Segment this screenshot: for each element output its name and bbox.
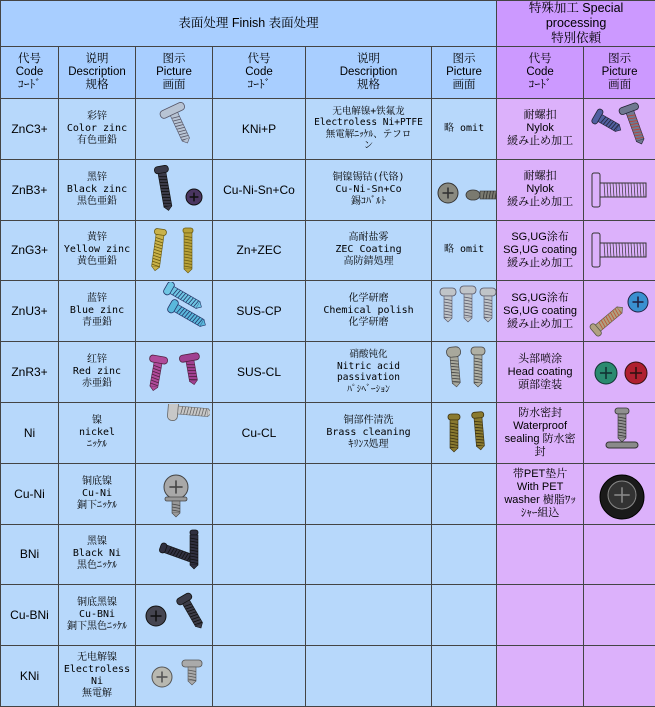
special-line: 带PET垫片 [499,468,581,481]
special-line: SG,UG涂布 [499,292,581,305]
code-cell: Cu-CL [213,402,306,463]
code-cell: Zn+ZEC [213,220,306,281]
special-line: 防水密封 [499,407,581,420]
special-cell [497,585,584,646]
description-line: Brass cleaning [308,427,429,439]
description-line: Cu-Ni-Sn+Co [308,184,429,196]
header-line: 代号 [499,53,581,66]
screw-cu-ni-shank [165,497,187,517]
special-cell [497,99,584,160]
picture-cell [136,159,213,220]
screw-black-nickel-pair-icon [138,525,210,583]
picture-cell [432,646,497,707]
description-line: ｷﾘﾝｽ処理 [308,439,429,451]
description-line: Yellow zinc [61,244,133,256]
description-line: passivation [308,372,429,384]
picture-cell [136,524,213,585]
header-pic-7 [584,47,655,99]
description-line: Electroless [61,664,133,676]
special-line: SG,UG涂布 [499,231,581,244]
special-line: Waterproof [499,420,581,433]
header-line: Code [215,66,303,79]
sus-shoulder-triple-3 [480,288,496,322]
description-cell [59,524,136,585]
description-cell [306,342,432,403]
description-line: Blue zinc [61,305,133,317]
description-line: 化学研磨 [308,317,429,329]
table-row [1,524,655,585]
picture-cell [584,281,655,342]
special-line: 耐螺扣 [499,109,581,122]
header-line: 规格 [308,79,429,92]
description-cell [306,281,432,342]
description-line: Black Ni [61,548,133,560]
screw-cu-bni-pair [146,606,166,626]
description-line: Electroless Ni+PTFE [308,117,429,129]
code-cell: ZnU3+ [1,281,59,342]
brass-screw-pair [448,414,460,452]
description-line: 铜镍锡钴(代铬) [308,172,429,184]
header-desc-1 [59,47,136,99]
code-cell: KNi+P [213,99,306,160]
sus-shoulder-triple-2 [460,286,476,322]
screw-yellow-pair-icon [138,221,210,279]
screw-electroless-nickel-pair [152,667,172,687]
description-line: 铜底黑镍 [61,597,133,609]
finish-title: 表面处理 Finish 表面处理 [1,1,497,47]
table-row [1,99,655,160]
picture-cell [432,524,497,585]
table-row [1,220,655,281]
special-line: SG,UG coating [499,305,581,318]
code-cell: ZnR3+ [1,342,59,403]
screw-flat-zinc-icon [138,100,210,158]
special-line: Nylok [499,183,581,196]
header-line: 图示 [586,53,653,66]
sus-shoulder-triple [440,288,456,322]
header-line: 画面 [434,79,494,92]
special-line: 耐螺扣 [499,170,581,183]
screw-sg-coated-pair-icon [586,282,655,340]
special-cell [497,281,584,342]
description-line: ZEC Coating [308,244,429,256]
picture-cell [432,402,497,463]
special-line: SG,UG coating [499,244,581,257]
description-cell [59,99,136,160]
picture-cell [432,342,497,403]
screw-sg-coated-pair-head [628,292,648,312]
description-cell [59,159,136,220]
header-line: Picture [138,66,210,79]
header-line: 规格 [61,79,133,92]
picture-cell [136,402,213,463]
description-line: Cu-BNi [61,609,133,621]
description-line: Red zinc [61,366,133,378]
screw-red-pair [144,355,168,393]
special-line: ｼｬｰ組込 [499,507,581,520]
header-pic-2 [136,47,213,99]
screw-head-coated-pair-icon [586,343,655,401]
description-line: 红锌 [61,354,133,366]
description-line: 铜部件清洗 [308,415,429,427]
special-line: Head coating [499,366,581,379]
header-line: 说明 [61,53,133,66]
screw-cu-ni [164,475,188,499]
special-line: 緩み止め加工 [499,257,581,270]
brass-screw-pair-2 [471,411,486,450]
description-cell [306,463,432,524]
description-cell [59,585,136,646]
description-cell [59,402,136,463]
code-cell [213,646,306,707]
screw-cu-ni-sn-pair [438,183,458,203]
description-line: 铜底镍 [61,476,133,488]
special-cell [497,524,584,585]
description-line: 镍 [61,415,133,427]
picture-cell [584,585,655,646]
screw-head-coated-pair [595,362,617,384]
header-line: 画面 [138,79,210,92]
picture-cell [584,524,655,585]
header-code-6 [497,47,584,99]
screw-head-coated-pair-2 [625,362,647,384]
description-line: 無電解 [61,688,133,700]
description-line: 化学研磨 [308,293,429,305]
screw-pet-washer [608,481,636,509]
screw-outline-sg-icon [586,221,655,279]
code-cell: SUS-CP [213,281,306,342]
screw-sg-coated-pair [589,302,627,337]
screw-nylok-pair-icon [586,100,655,158]
special-cell [497,646,584,707]
description-line: 無電解ﾆｯｹﾙ、テフロ [308,129,429,141]
header-line: 画面 [586,79,653,92]
table-row [1,402,655,463]
description-cell [306,524,432,585]
code-cell: SUS-CL [213,342,306,403]
special-cell [497,159,584,220]
code-cell [213,524,306,585]
special-line: 头部喷涂 [499,353,581,366]
description-line: 黄锌 [61,232,133,244]
header-code-0 [1,47,59,99]
description-line: 高防錆処理 [308,256,429,268]
description-line: 高耐盐雾 [308,232,429,244]
description-line: 黄色亜鉛 [61,256,133,268]
description-line: ﾆｯｹﾙ [61,439,133,451]
table-row [1,342,655,403]
code-cell: Cu-Ni [1,463,59,524]
special-line: 緩み止め加工 [499,135,581,148]
picture-cell [432,159,497,220]
header-line: Picture [434,66,494,79]
picture-cell [584,220,655,281]
column-headers [1,47,655,99]
description-line: 黒色ﾆｯｹﾙ [61,560,133,572]
table-row [1,585,655,646]
header-line: ｺｰﾄﾞ [3,79,56,92]
picture-cell [432,463,497,524]
header-line: 代号 [3,53,56,66]
special-cell [497,342,584,403]
picture-cell [136,99,213,160]
description-line: Black zinc [61,184,133,196]
screw-waterproof-icon [586,404,655,462]
special-line: With PET [499,481,581,494]
special-line: 緩み止め加工 [499,196,581,209]
description-line: 黑锌 [61,172,133,184]
description-cell [306,99,432,160]
code-cell: Cu-BNi [1,585,59,646]
picture-cell [584,463,655,524]
picture-cell [136,281,213,342]
screw-outline-nylok [592,173,646,207]
screw-red-pair-icon [138,343,210,401]
description-line: 无电解镍+铁氟龙 [308,106,429,118]
special-cell [497,463,584,524]
screw-cu-ni-sn-pair-2 [466,190,497,200]
header-line: 图示 [434,53,494,66]
header-line: Description [308,66,429,79]
screw-yellow-pair [149,229,167,272]
description-line: 銅下ﾆｯｹﾙ [61,500,133,512]
header-line: 代号 [215,53,303,66]
description-cell [306,646,432,707]
picture-cell [584,342,655,403]
picture-omit-cell: 略 omit [432,99,497,160]
screw-yellow-pair-2 [183,228,193,273]
screw-electroless-nickel-pair-icon [138,647,210,705]
sus-cl-pair-icon [434,343,497,401]
special-line: 緩み止め加工 [499,318,581,331]
description-line: nickel [61,427,133,439]
screw-red-pair-2 [179,352,204,386]
description-cell [59,646,136,707]
screw-cu-ni-sn-pair-icon [434,161,497,219]
screw-black-pair [154,165,176,212]
description-line: 无电解镍 [61,652,133,664]
special-line: washer 樹脂ﾜｯ [499,494,581,507]
special-line: 頭部塗装 [499,379,581,392]
screw-cu-bni-pair-icon [138,586,210,644]
special-line: Nylok [499,122,581,135]
screw-pet-washer-icon [586,465,655,523]
picture-cell [136,220,213,281]
description-line: 青亜鉛 [61,317,133,329]
sus-cl-pair-2 [471,347,485,387]
code-cell: ZnC3+ [1,99,59,160]
picture-cell [584,99,655,160]
code-cell: ZnG3+ [1,220,59,281]
code-cell: Ni [1,402,59,463]
special-title: 特殊加工 Special processing 特別依頼 [497,1,655,47]
picture-cell [136,463,213,524]
header-line: Code [499,66,581,79]
picture-cell [432,585,497,646]
special-line: sealing 防水密 [499,433,581,446]
picture-cell [584,159,655,220]
description-line: Color zinc [61,123,133,135]
shoulder-screw-nickel [167,404,210,424]
description-cell [59,281,136,342]
description-cell [306,220,432,281]
header-desc-4 [306,47,432,99]
special-line: 封 [499,446,581,459]
screw-outline-nylok-icon [586,161,655,219]
screw-blue-pair-icon [138,282,210,340]
table-row [1,159,655,220]
screw-outline-sg [592,233,646,267]
description-line: ﾊﾟｼﾍﾞｰｼｮﾝ [308,384,429,396]
shoulder-screw-nickel-icon [138,404,210,462]
description-cell [306,159,432,220]
picture-cell [584,402,655,463]
sus-cl-pair [446,347,463,388]
header-line: Description [61,66,133,79]
description-line: 硝酸钝化 [308,349,429,361]
screw-electroless-nickel-pair-2 [182,660,202,685]
picture-cell [432,281,497,342]
screw-cu-bni-pair-2 [176,592,208,632]
description-line: 彩锌 [61,111,133,123]
header-line: Picture [586,66,653,79]
code-cell [213,585,306,646]
screw-cu-ni-icon [138,465,210,523]
table-row [1,646,655,707]
description-line: 黒色亜鉛 [61,196,133,208]
picture-cell [584,646,655,707]
table-row [1,281,655,342]
description-line: 蓝锌 [61,293,133,305]
description-cell [59,342,136,403]
screw-black-pair-icon [138,161,210,219]
description-line: 銅下黒色ﾆｯｹﾙ [61,621,133,633]
screw-waterproof [615,408,629,442]
header-line: ｺｰﾄﾞ [499,79,581,92]
header-code-3 [213,47,306,99]
picture-cell [136,585,213,646]
special-cell [497,220,584,281]
description-cell [59,220,136,281]
header-line: 说明 [308,53,429,66]
description-line: Ni [61,676,133,688]
description-cell [306,585,432,646]
header-line: ｺｰﾄﾞ [215,79,303,92]
picture-omit-cell: 略 omit [432,220,497,281]
description-line: 錫ｺﾊﾞﾙﾄ [308,196,429,208]
header-line: Code [3,66,56,79]
description-line: 有色亜鉛 [61,135,133,147]
code-cell: Cu-Ni-Sn+Co [213,159,306,220]
screw-nylok-pair-2 [618,102,651,147]
code-cell: KNi [1,646,59,707]
description-line: Chemical polish [308,305,429,317]
picture-cell [136,342,213,403]
screw-flat-zinc [159,101,199,148]
table-row [1,463,655,524]
screw-black-nickel-pair-2 [190,530,198,569]
description-line: Cu-Ni [61,488,133,500]
code-cell [213,463,306,524]
brass-screw-pair-icon [434,404,497,462]
header-pic-5 [432,47,497,99]
picture-cell [136,646,213,707]
special-cell [497,402,584,463]
sus-shoulder-triple-icon [434,282,497,340]
description-line: Nitric acid [308,361,429,373]
header-line: 图示 [138,53,210,66]
description-cell [59,463,136,524]
description-cell [306,402,432,463]
screw-black-pair-head [186,189,202,205]
description-line: 黑镍 [61,536,133,548]
code-cell: ZnB3+ [1,159,59,220]
description-line: ン [308,140,429,152]
code-cell: BNi [1,524,59,585]
description-line: 赤亜鉛 [61,378,133,390]
